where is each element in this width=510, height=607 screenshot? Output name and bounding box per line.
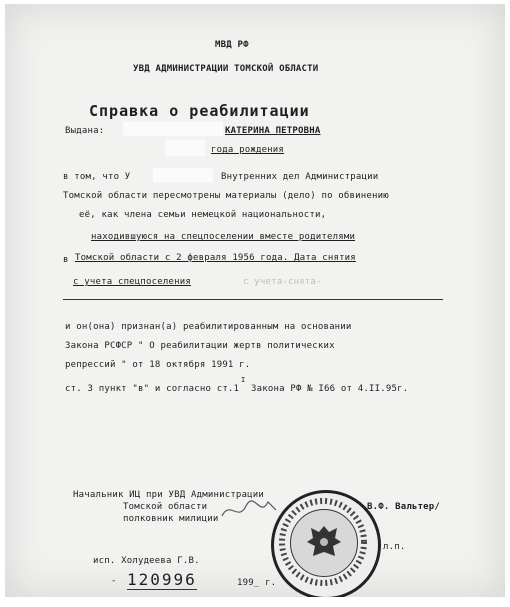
executor: исп. Холудеева Г.В. (93, 556, 200, 566)
redacted-birth-year (165, 140, 205, 156)
seal-inner-ring (290, 509, 358, 577)
body-line-6-struck: с учета-снята- (243, 277, 322, 287)
rehab-line-4-sup: I (241, 376, 246, 384)
body-line-2: Томской области пересмотрены материалы (дело) по обвинению (63, 191, 389, 201)
document-title: Справка о реабилитации (89, 102, 310, 120)
body-line-4: находившуюся на спецпоселении вместе родителями (91, 232, 356, 242)
rehab-line-4a: ст. 3 пункт "в" и согласно ст.1 (65, 384, 240, 394)
rehab-line-2: Закона РСФСР " О реабилитации жертв политических (65, 341, 335, 351)
body-line-6: с учета спецпоселения (73, 277, 191, 287)
rehab-line-4b: Закона РФ № I66 от 4.II.95г. (251, 384, 409, 394)
certificate-page (5, 4, 505, 597)
rehab-line-3: репрессий " от 18 октября 1991 г. (65, 360, 251, 370)
body-line-3: её, как члена семьи немецкой национальности, (79, 210, 327, 220)
number-dash: - (111, 576, 117, 586)
birth-year-label: года рождения (211, 145, 285, 155)
blank-line (63, 299, 443, 300)
body-line-5b: Томской области с 2 февраля 1956 года. Дата снятия (75, 253, 356, 263)
signatory-position-3: полковник милиции (123, 514, 219, 524)
redacted-org (153, 168, 213, 182)
body-line-1b: Внутренних дел Администрации (221, 172, 379, 182)
official-seal (271, 490, 381, 597)
document-year: 199_ г. (237, 578, 277, 588)
issued-label: Выдана: (65, 126, 105, 136)
ministry-header: МВД РФ (215, 40, 249, 50)
signatory-position-2: Томской области (123, 502, 208, 512)
redacted-surname (123, 122, 223, 136)
issued-name: КАТЕРИНА ПЕТРОВНА (225, 126, 321, 136)
body-line-5a: в (63, 255, 69, 265)
lp-mark: л.п. (383, 542, 406, 552)
double-headed-eagle-icon (305, 522, 343, 564)
signatory-position-1: Начальник ИЦ при УВД Администрации (73, 490, 265, 500)
rehab-line-1: и он(она) признан(а) реабилитированным на основании (65, 322, 352, 332)
body-line-1a: в том, что У (63, 172, 131, 182)
signatory-name: В.Ф. Вальтер/ (367, 502, 441, 512)
document-number: 120996 (127, 570, 197, 589)
department-header: УВД АДМИНИСТРАЦИИ ТОМСКОЙ ОБЛАСТИ (133, 64, 319, 74)
